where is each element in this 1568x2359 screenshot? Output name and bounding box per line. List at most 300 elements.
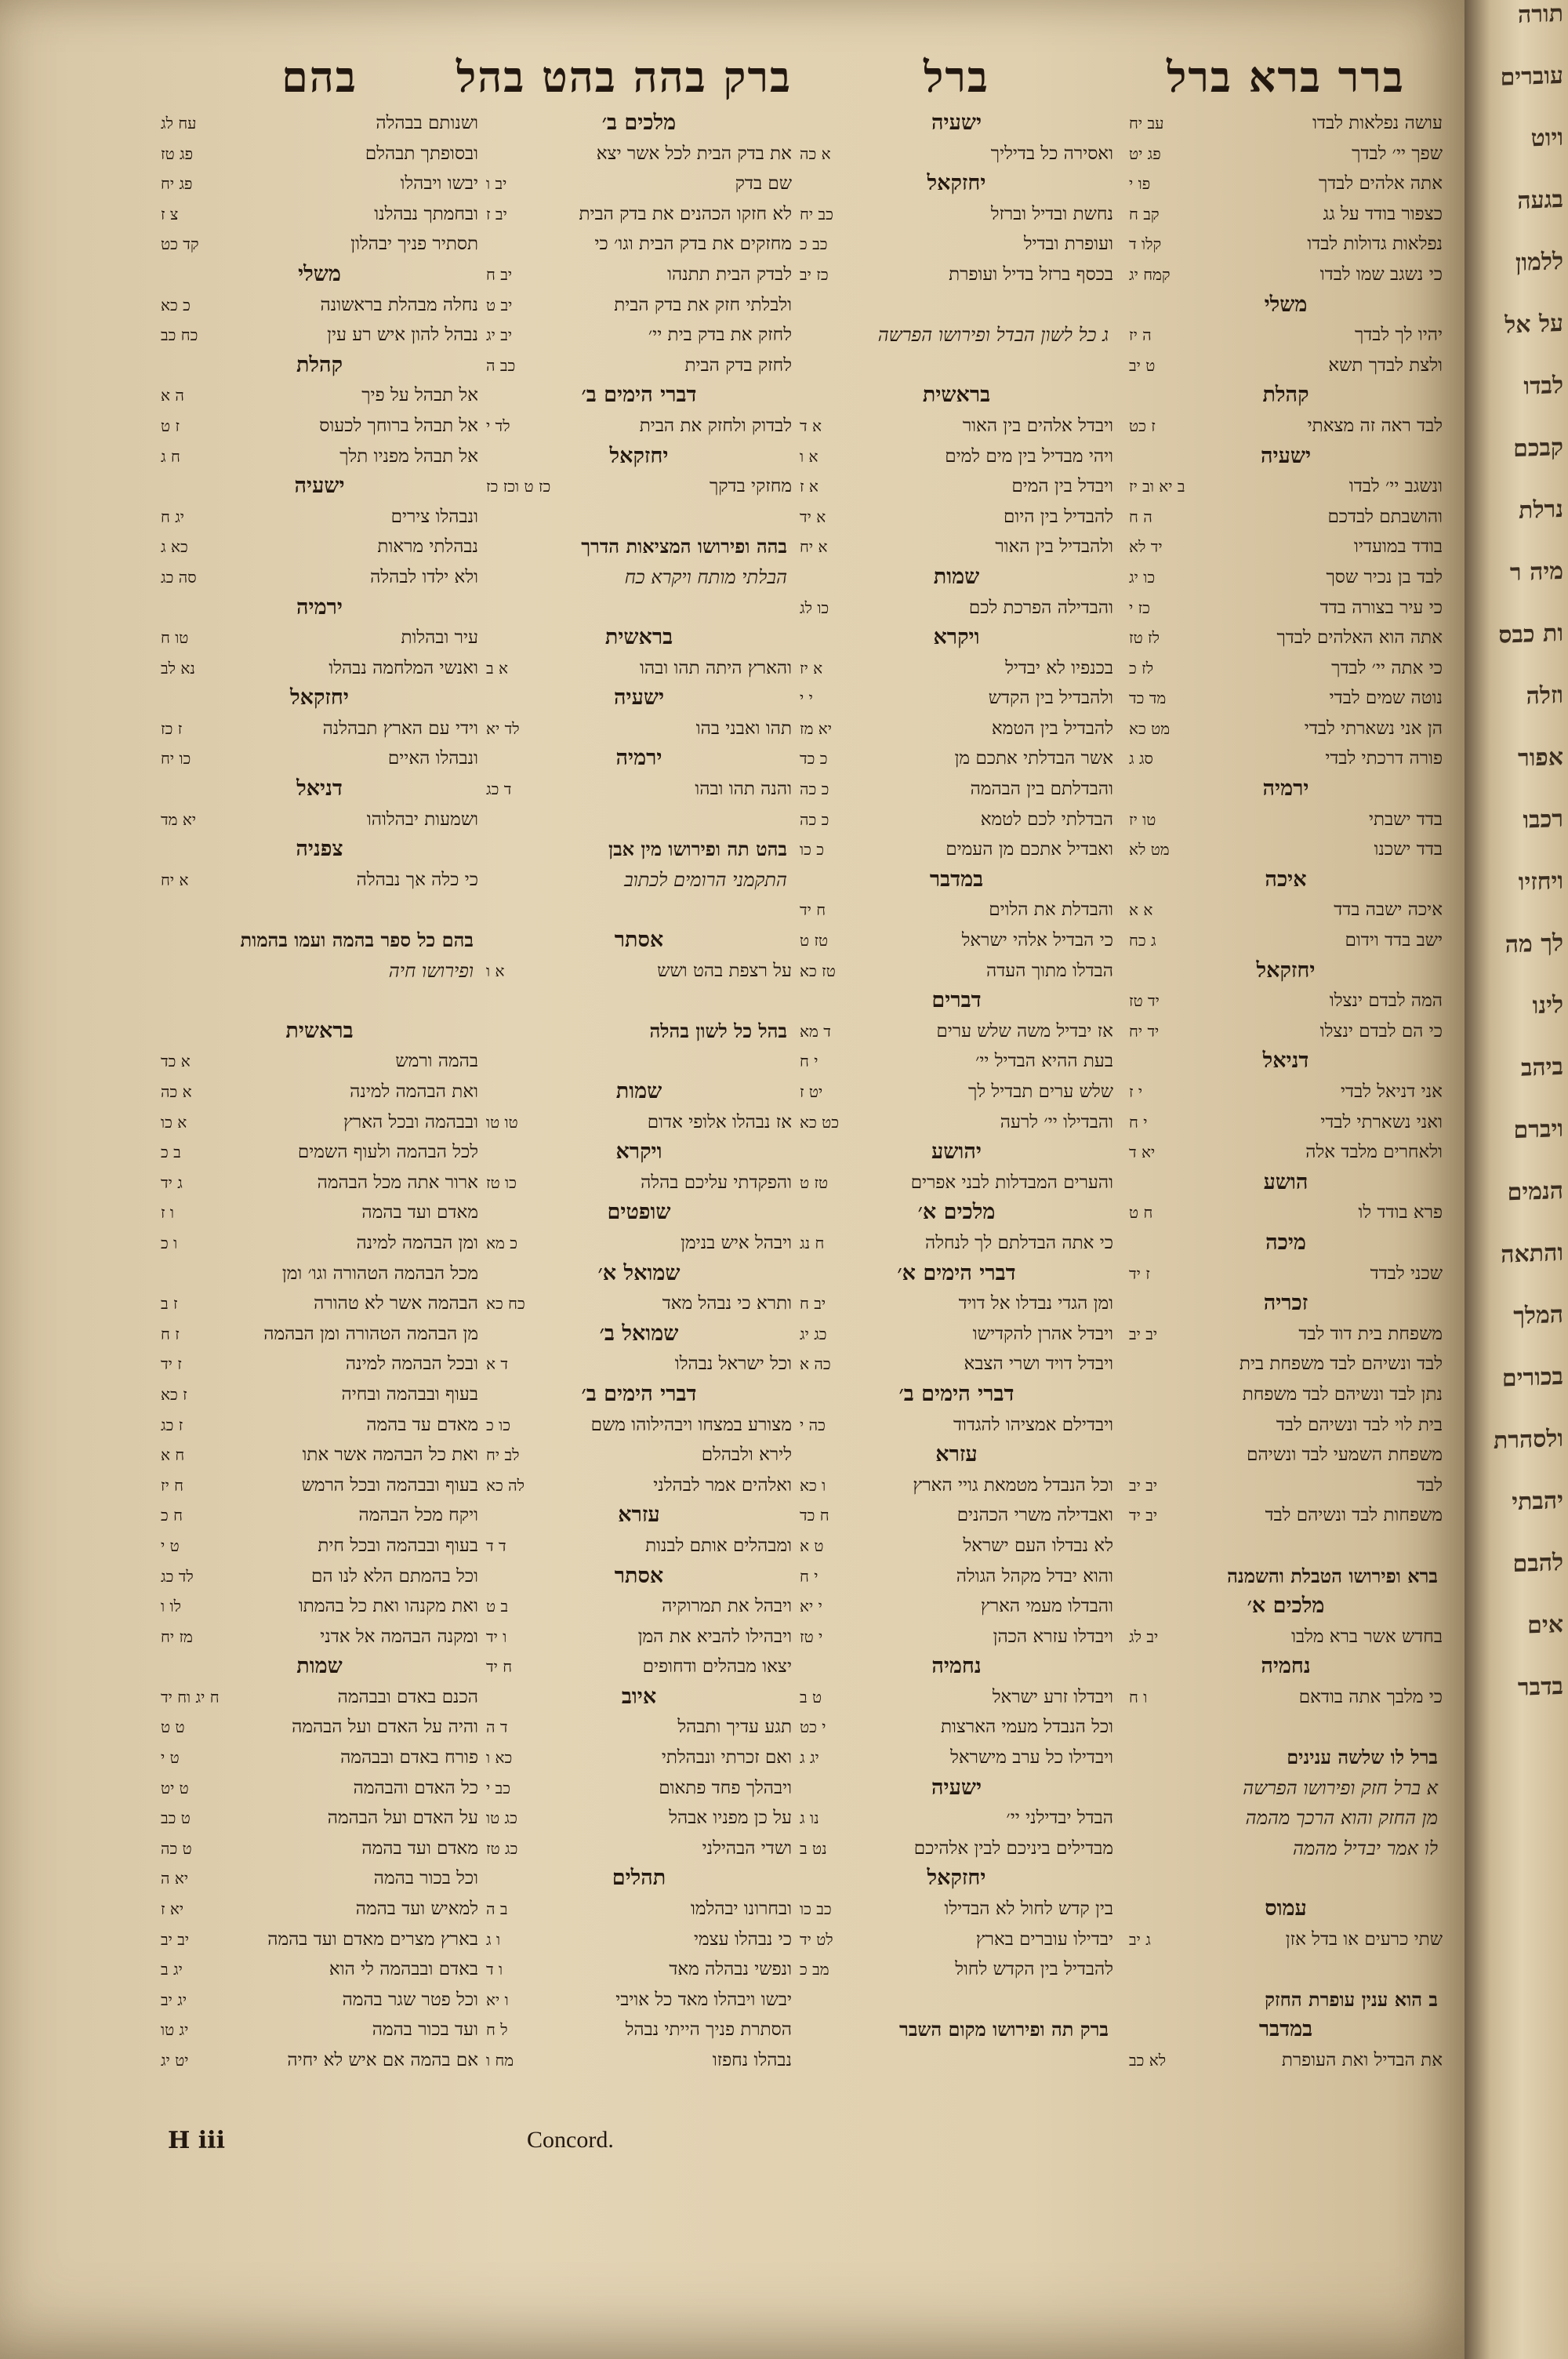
entry-row [161,1712,478,1743]
spacer [800,290,1113,321]
entry-text: בעת ההיא הבדיל יי׳ [975,1051,1113,1072]
entry-row [800,532,1113,562]
entry-reference: כט כא [800,1112,839,1132]
facing-page-text: ללמון [1515,247,1563,278]
entry-row [800,1410,1113,1441]
entry-row [486,1410,792,1441]
entry-text: בכסף ברזל בדיל ועופרת [949,264,1113,285]
entry-reference: כ כו [800,840,825,860]
catchword-text: Concord. [527,2127,614,2153]
column-heading: בהם [281,52,358,102]
entry-reference: טו טו [486,1112,518,1132]
entry-reference: לו ו [161,1597,181,1616]
entry-reference: יד טז [1129,991,1160,1011]
spacer [1129,1712,1443,1743]
entry-text: ועד בכור בהמה [372,2019,478,2041]
book-heading: דניאל [1262,1049,1309,1074]
entry-text: משפחת השמעי לבד ונשיהם [1247,1445,1443,1466]
entry-text: בדד ישכנו [1374,839,1443,860]
entry-text: ושמעות יבהלוהו [366,809,478,830]
book-heading: אסתר [614,928,664,953]
entry-reference: ד כג [486,780,512,799]
entry-reference: יב יב [1129,1475,1158,1495]
entry-text: ואסירה כל בדיליך [990,143,1113,164]
entry-text: ונבהלו צירים [390,506,478,527]
entry-reference: כה י [800,1415,826,1434]
book-heading: דברי הימים ב׳ [898,1381,1014,1406]
entry-text: אז נבהלו אלופי אדום [647,1111,792,1132]
facing-page-text: תורה [1518,0,1563,29]
root-definition: הבלתי מותח ויקרא כח [624,565,787,588]
entry-row [486,139,792,169]
root-definition: בהה ופירושו המציאות הדרך [581,535,787,558]
entry-text: והפקדתי עליכם בהלה [641,1172,792,1193]
entry-row [161,169,478,199]
entry-row [161,2015,478,2045]
facing-page-text: אפור [1518,743,1563,772]
entry-row [486,411,792,442]
entry-text: אל תבהל ברוחך לכעוס [319,415,478,436]
book-heading: מלכים ב׳ [601,111,677,135]
entry-reference: ה ח [1129,507,1152,526]
book-heading: מלכים א׳ [1247,1594,1325,1619]
entry-text: ויהי מבדיל בין מים למים [945,445,1113,467]
entry-reference: מט לא [1129,840,1170,860]
entry-text: והבדלת את הלוים [989,900,1113,921]
entry-reference: קלו ד [1129,234,1162,254]
entry-row [161,199,478,230]
column-heading: ברל [924,52,989,102]
entry-reference: כג טו [486,1808,517,1828]
entry-text: משפחות לבד ונשיהם לבד [1265,1505,1443,1526]
book-heading: יחזקאל [1256,958,1316,983]
entry-reference: יב יג [486,325,513,345]
entry-row [800,1168,1113,1198]
entry-reference: כח כב [161,325,198,345]
entry-reference: ו כ [161,1233,178,1252]
entry-row [486,199,792,230]
entry-text: יבדילו עוברים בארץ [975,1928,1113,1950]
entry-row [800,925,1113,956]
entry-reference: לה כא [486,1475,524,1495]
entry-text: ואת הבהמה למינה [350,1081,478,1102]
entry-row [161,1470,478,1501]
entry-row [800,956,1113,987]
entry-row [161,1319,478,1350]
book-heading: שמואל א׳ [597,1260,681,1285]
entry-row [161,1561,478,1592]
entry-reference: א ד [800,416,822,435]
entry-text: בדד ישבתי [1369,809,1443,830]
entry-row [1129,895,1443,925]
book-heading: נחמיה [1261,1654,1311,1679]
entry-row [800,260,1113,290]
entry-row [486,229,792,260]
entry-reference: א יח [161,870,189,889]
entry-text: מאדם ועד בהמה [361,1202,478,1223]
entry-row [161,562,478,593]
entry-reference: עב יח [1129,114,1164,133]
entry-text: ומן הבהמה למינה [356,1232,478,1253]
root-definition: ופירושו חיה [388,959,474,982]
column-heading: ברק בהה בהט בהל [456,52,792,102]
entry-row [1129,1077,1443,1107]
entry-row [1129,199,1443,230]
entry-row [486,1773,792,1804]
root-definition: לו אמר יבדיל מהמה [1292,1837,1438,1859]
entry-reference: יא ז [161,1899,184,1919]
entry-row [1129,562,1443,593]
entry-text: נבהלו נחפזו [712,2050,792,2070]
entry-text: ויבהילו להביא את המן [637,1626,792,1647]
entry-text: ולהבדיל בין האור [995,536,1113,558]
entry-row [161,1046,478,1077]
facing-page-text: להבם [1512,1548,1563,1579]
entry-reference: לב יח [486,1445,520,1465]
entry-row [800,1228,1113,1259]
book-heading: תהלים [612,1866,666,1891]
entry-text: מחזקי בדקך [709,476,792,497]
root-definition: בהט תה ופירושו מין אבן [608,838,787,861]
entry-text: ונשגב יי׳ לבדו [1348,476,1443,497]
entry-text: פורה דרכתי לבדי [1325,748,1443,769]
entry-text: והבדילה הפרכת לכם [968,597,1113,618]
entry-row [1129,139,1443,169]
entry-reference: ו כא [800,1475,826,1495]
entry-row [800,1107,1113,1138]
facing-page-text: ביהב [1520,1052,1563,1082]
book-heading: עזרא [618,1503,660,1528]
entry-reference: לד י [486,416,510,435]
entry-text: שתי כרעים או בדל אזן [1285,1928,1443,1950]
entry-text: אתה הוא האלהים לבדך [1276,627,1443,649]
entry-row [161,1137,478,1168]
entry-reference: טז ט [800,931,829,951]
entry-reference: י יא [800,1597,822,1616]
entry-row [800,1894,1113,1925]
entry-reference: לד יא [486,718,520,738]
entry-text: את בדק הבית לכל אשר יצא [596,143,792,164]
entry-text: להבדיל בין היום [1003,506,1113,527]
entry-reference: ז יד [1129,1263,1150,1283]
entry-reference: ד ה [486,1717,508,1737]
entry-reference: כב כ [800,234,828,254]
entry-text: עיר ובהלות [401,627,478,649]
entry-reference: יב יב [161,1929,190,1949]
entry-row [161,411,478,442]
entry-reference: ז ח [161,1324,180,1343]
entry-row [161,1500,478,1531]
entry-row [800,1712,1113,1743]
entry-reference: ו ז [161,1203,175,1223]
entry-text: לבד בן נכיר שסך [1326,566,1443,587]
entry-text: כי אתה יי׳ לבדך [1331,657,1443,678]
entry-reference: יד לא [1129,537,1163,557]
entry-row [1129,1500,1443,1531]
entry-text: ובחמתך נבהלנו [374,203,478,224]
entry-row [161,1743,478,1773]
entry-reference: ה יז [1129,325,1152,345]
entry-reference: מז יח [161,1627,193,1646]
root-definition: ברק תה ופירושו מקום השבר [899,2018,1109,2041]
entry-row [161,229,478,260]
book-heading: צפניה [296,837,343,862]
entry-reference: י ח [1129,1112,1148,1132]
entry-text: ויבדלו עזרא הכהן [993,1626,1113,1647]
entry-text: מבדילים ביניכם לבין אלהיכם [913,1837,1113,1859]
entry-reference: טז כא [800,961,836,980]
entry-text: לבד ראה זה מצאתי [1307,415,1443,436]
entry-row [486,774,792,805]
entry-text: וכל הנבדל מטמאת גויי הארץ [913,1474,1113,1496]
entry-reference: יג ב [161,1960,183,1979]
entry-row [161,1834,478,1864]
entry-reference: יא ד [1129,1143,1156,1162]
entry-text: שכני לבדד [1370,1263,1443,1284]
entry-text: והנה תהו ובהו [695,779,792,800]
entry-text: נתן לבד ונשיהם לבד משפחת [1242,1383,1443,1405]
entry-text: ויבדל בין המים [1011,476,1113,497]
entry-row [800,1531,1113,1561]
entry-text: נחלה מבהלת בראשונה [320,294,478,315]
entry-reference: כ מא [486,1233,517,1252]
book-heading: יחזקאל [289,685,349,711]
root-definition: ב הוא ענין עופרת החזק [1265,1987,1438,2011]
entry-reference: א כו [161,1112,187,1132]
facing-page-edge [1465,0,1568,2359]
entry-reference: ז יד [161,1354,182,1374]
entry-row [800,1561,1113,1592]
entry-reference: ח יג וח יד [161,1687,220,1707]
entry-reference: טז ט [800,1172,829,1192]
entry-row [800,743,1113,774]
entry-text: ובסופתך תבהלם [365,143,478,164]
entry-reference: יא מז [800,718,833,738]
spacer [486,502,792,533]
entry-text: כי עיר בצורה בדד [1319,597,1443,618]
entry-text: לירא ולבהלם [701,1445,792,1466]
facing-page-text: הנמים [1507,1176,1563,1207]
entry-row [800,1682,1113,1713]
entry-reference: לט יד [800,1929,833,1949]
book-heading: משלי [1264,292,1308,317]
entry-row [1129,1925,1443,1955]
book-heading: שמות [933,564,980,589]
entry-row [1129,411,1443,442]
entry-text: מצורע במצחו ויבהילוהו משם [590,1414,792,1435]
entry-reference: ט כב [161,1808,191,1828]
entry-reference: ז ב [161,1294,178,1314]
entry-reference: קמח יג [1129,264,1171,284]
entry-text: ואני נשארתי לבדי [1320,1111,1443,1132]
entry-reference: נט ב [800,1838,827,1858]
entry-reference: ב יא וב יז [1129,477,1185,496]
root-definition: התקמני הרומים לכתוב [624,868,787,891]
entry-row [800,593,1113,623]
entry-reference: לז טז [1129,628,1160,648]
entry-row [1129,1319,1443,1350]
entry-reference: עח לג [161,114,197,133]
entry-text: כי כלה אך נבהלה [356,869,478,890]
entry-text: הבדל יבדילני יי׳ [1006,1808,1113,1829]
entry-row [800,834,1113,865]
entry-row [486,653,792,684]
entry-row [161,2045,478,2076]
entry-text: ובכל הבהמה למינה [345,1354,478,1375]
entry-reference: ד ד [486,1536,506,1555]
facing-page-text: על אל [1504,309,1563,340]
entry-text: ויבדלו זרע ישראל [992,1686,1113,1707]
entry-row [1129,593,1443,623]
entry-row [800,199,1113,230]
book-heading: יחזקאל [927,171,986,196]
entry-row [161,653,478,684]
entry-text: ולאחרים מלבד אלה [1305,1142,1443,1163]
spacer [486,1046,792,1077]
column-1 [1129,45,1443,2288]
entry-reference: ז כז [161,718,183,738]
entry-reference: נא לב [161,658,195,678]
entry-text: להבדיל בין הטמא [991,718,1113,739]
entry-reference: לד כג [161,1566,194,1586]
entry-text: ואת כל הבהמה אשר אתו [302,1445,478,1466]
entry-row [800,229,1113,260]
column-3 [456,45,792,2288]
entry-row [161,1379,478,1410]
entry-reference: ח ג [161,446,180,466]
entry-reference: א ו [800,446,818,466]
entry-reference: יט ז [800,1082,823,1101]
entry-text: פורח באדם ובבהמה [340,1747,478,1768]
entry-row [161,1349,478,1379]
facing-page-text: בכורים [1501,1362,1563,1393]
entry-row [1129,1470,1443,1501]
entry-text: יבשו ויבהלו [400,173,478,194]
entry-reference: כו לג [800,598,829,617]
entry-row [161,1410,478,1441]
entry-text: וכל בהמתם הלא לנו הם [311,1565,478,1587]
book-heading: דברי הימים ב׳ [581,1381,697,1406]
book-heading: עזרא [935,1442,978,1467]
entry-text: כי הבדיל אלהי ישראל [961,930,1113,951]
entry-text: והוא יבדל מקהל הגולה [956,1565,1113,1587]
entry-text: אז יבדיל משה שלש ערים [936,1020,1113,1041]
entry-reference: כו כ [486,1415,511,1434]
entry-reference: יב ח [800,1294,826,1314]
spacer [486,895,792,925]
entry-row [1129,1349,1443,1379]
entry-reference: כב כו [800,1899,832,1919]
entry-text: בין קדש לחול לא הבדילו [944,1899,1113,1920]
entry-row [1129,683,1443,714]
entry-reference: א ו [486,961,505,980]
entry-reference: כו טז [486,1172,517,1192]
entry-text: לחזק בדק הבית [684,354,792,376]
book-heading: ויקרא [615,1140,662,1165]
entry-row [486,714,792,744]
entry-reference: כב י [486,1778,511,1797]
entry-row [161,502,478,533]
entry-text: ויבהל איש בנימן [681,1232,792,1253]
entry-text: בחדש אשר ברא מלבו [1291,1626,1443,1647]
entry-text: ושדי הבהילני [702,1837,792,1859]
entry-text: כצפור בודד על גג [1323,203,1443,224]
entry-reference: קד כט [161,234,199,254]
entry-reference: י י [800,689,813,708]
entry-row [1129,1622,1443,1652]
root-definition: בהם כל ספר בהמה ועמו בהמות [240,929,474,952]
book-heading: ישעיה [931,1775,982,1800]
entry-row [161,1228,478,1259]
entry-reference: פג טז [161,144,194,163]
entry-text: נבהלתי מראות [377,536,478,558]
entry-row [1129,229,1443,260]
entry-text: בארץ מצרים מאדם ועד בהמה [267,1928,478,1950]
entry-row [800,1591,1113,1622]
entry-row [486,1925,792,1955]
book-heading: קהלת [1262,383,1309,408]
entry-text: יהיו לך לבדך [1354,325,1443,346]
book-heading: ירמיה [1262,776,1309,801]
entry-row [800,139,1113,169]
entry-row [1129,1410,1443,1441]
entry-row [486,320,792,351]
entry-text: ולבלתי חזק את בדק הבית [614,294,792,315]
entry-reference: א יד [800,507,826,526]
entry-text: ואם זכרתי ונבהלתי [661,1747,792,1768]
facing-page-text: ויוט [1530,123,1563,153]
entry-reference: ז כט [1129,416,1156,435]
entry-reference: ט י [161,1748,180,1768]
entry-text: כי מלבך אתה בודאם [1298,1686,1443,1707]
book-heading: בראשית [922,383,991,408]
book-heading: עמוס [1265,1896,1307,1921]
book-heading: קהלת [296,352,343,377]
entry-row [486,1834,792,1864]
entry-text: בעוף ובבהמה ובכל הרמש [301,1474,478,1496]
entry-text: ויבדילו כל ערב מישראל [950,1747,1113,1768]
entry-reference: כז י [1129,598,1150,617]
entry-text: הסתרת פניך הייתי נבהל [625,2019,792,2041]
entry-text: אני דניאל לבדי [1340,1081,1443,1102]
entry-text: מאדם ועד בהמה [361,1837,478,1859]
entry-reference: ח יז [161,1475,184,1495]
entry-row [486,1107,792,1138]
entry-reference: יג ג [800,1748,819,1768]
facing-page-text: והתאה [1501,1238,1563,1269]
entry-text: כי אתה הבדלתם לך לנחלה [925,1232,1113,1253]
entry-reference: יט יג [161,2051,189,2070]
book-heading: ישעיה [613,685,665,711]
book-heading: הושע [1263,1169,1308,1194]
root-definition: ברא ופירושו הטבלת והשמנה [1227,1564,1438,1587]
facing-page-text: רכבו [1523,805,1563,834]
entry-row [800,1016,1113,1047]
book-heading: בראשית [604,625,673,650]
entry-row [161,1591,478,1622]
entry-reference: ו ח [1129,1687,1148,1707]
entry-row [486,1985,792,2016]
entry-text: אל תבהל מפניו תלך [339,445,478,467]
entry-reference: צ ז [161,204,179,224]
entry-text: ונבהלו האיים [387,748,478,769]
entry-row [1129,1107,1443,1138]
entry-row [486,1712,792,1743]
entry-reference: ג יד [161,1172,183,1192]
entry-text: וכל בכור בהמה [373,1868,478,1889]
entry-row [800,714,1113,744]
entry-reference: יג יב [161,1990,187,2009]
